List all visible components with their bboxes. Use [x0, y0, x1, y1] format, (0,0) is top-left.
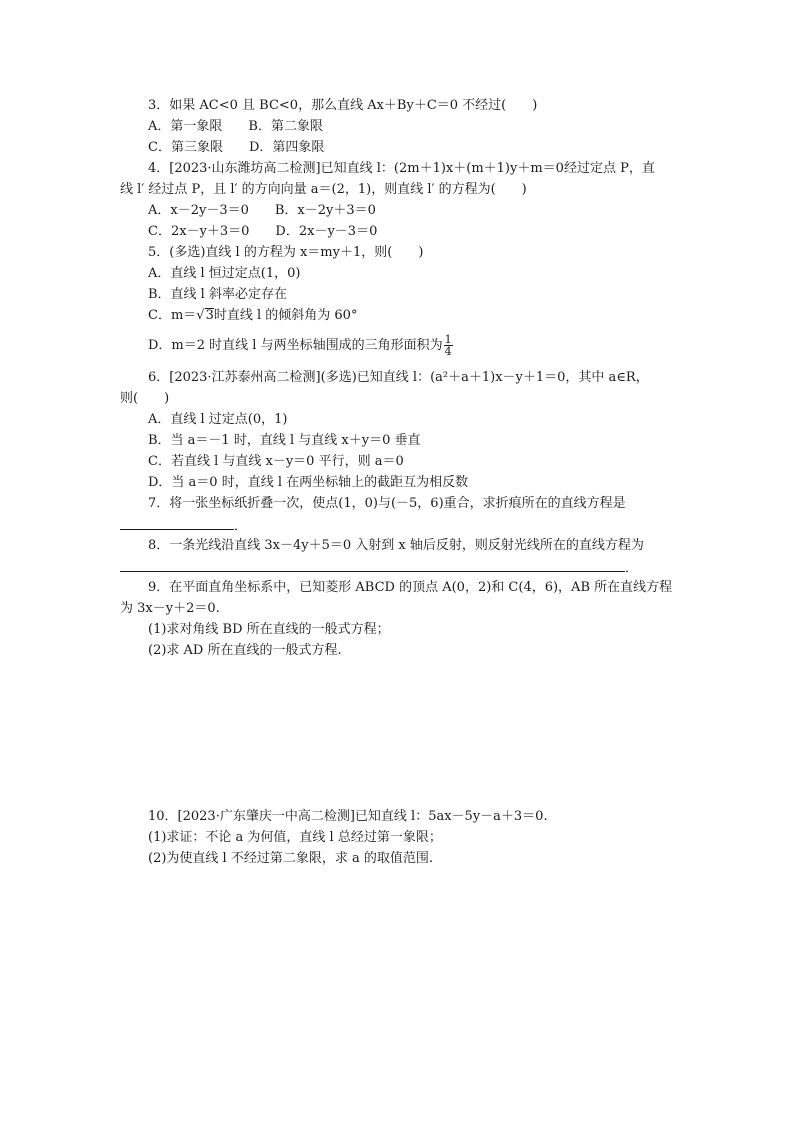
q8-answer-line: [120, 559, 638, 577]
answer-blank[interactable]: [120, 559, 625, 572]
q4-stem-line1: 4．[2023·山东潍坊高二检测]已知直线 l：(2m＋1)x＋(m＋1)y＋m＝0经过定点 P，直: [148, 161, 655, 176]
sqrt-radical: √: [196, 308, 205, 323]
q5-stem: 5．(多选)直线 l 的方程为 x＝my＋1，则( ): [148, 245, 424, 260]
q5-option-a: A．直线 l 恒过定点(1，0): [148, 266, 301, 281]
fraction-one-quarter: [444, 334, 453, 357]
q6-option-a: A．直线 l 过定点(0，1): [148, 412, 288, 427]
q6-stem-line1: 6．[2023·江苏泰州高二检测](多选)已知直线 l：(a²＋a＋1)x－y＋1＝0，其中 a∈R，: [148, 370, 649, 385]
q9-part-2: (2)求 AD 所在直线的一般式方程.: [148, 643, 342, 658]
q6-option-d: D．当 a＝0 时，直线 l 在两坐标轴上的截距互为相反数: [148, 475, 469, 490]
q10-stem: 10．[2023·广东肇庆一中高二检测]已知直线 l：5ax－5y－a＋3＝0.: [148, 809, 548, 824]
q8-period: ．: [625, 561, 639, 576]
q7-period: ．: [234, 519, 248, 534]
q5-option-d: [148, 333, 453, 359]
q8-stem: 8．一条光线沿直线 3x－4y＋5＝0 入射到 x 轴后反射，则反射光线所在的直线方程为: [148, 538, 644, 553]
q7-answer-line: [120, 517, 247, 535]
q4-stem-line2: 线 l′ 经过点 P，且 l′ 的方向向量 a＝(2，1)，则直线 l′ 的方程为( ): [120, 182, 527, 197]
q9-stem-line1: 9．在平面直角坐标系中，已知菱形 ABCD 的顶点 A(0，2)和 C(4，6)，AB 所在直线方程: [148, 580, 673, 595]
q6-option-b: B．当 a＝－1 时，直线 l 与直线 x＋y＝0 垂直: [148, 433, 421, 448]
answer-blank[interactable]: [120, 517, 234, 530]
q3-options-cd: C．第三象限 D．第四象限: [148, 140, 325, 155]
q5-option-c-prefix: C．m＝: [148, 308, 197, 323]
q10-part-2: (2)为使直线 l 不经过第二象限，求 a 的取值范围.: [148, 851, 433, 866]
q6-stem-line2: 则( ): [120, 391, 170, 406]
fraction-denominator: 4: [444, 345, 452, 358]
q7-stem: 7．将一张坐标纸折叠一次，使点(1，0)与(－5，6)重合，求折痕所在的直线方程是: [148, 496, 626, 511]
q5-option-c: [148, 308, 357, 324]
q5-option-b: B．直线 l 斜率必定存在: [148, 287, 287, 302]
q10-part-1: (1)求证：不论 a 为何值，直线 l 总经过第一象限；: [148, 830, 442, 845]
q5-option-c-suffix: 时直线 l 的倾斜角为 60°: [213, 308, 358, 323]
q6-option-c: C．若直线 l 与直线 x－y＝0 平行，则 a＝0: [148, 454, 404, 469]
q9-part-1: (1)求对角线 BD 所在直线的一般式方程；: [148, 622, 390, 637]
fraction-numerator: 1: [444, 333, 452, 346]
q3-options-ab: A．第一象限 B．第二象限: [148, 119, 323, 134]
sqrt-radicand: 3: [205, 308, 214, 323]
q4-options-cd: C．2x－y＋3＝0 D．2x－y－3＝0: [148, 224, 378, 239]
q9-stem-line2: 为 3x－y＋2＝0.: [120, 601, 220, 616]
q3-stem: 3．如果 AC<0 且 BC<0，那么直线 Ax＋By＋C＝0 不经过( ): [148, 98, 538, 113]
q5-option-d-text: D．m＝2 时直线 l 与两坐标轴围成的三角形面积为: [148, 338, 443, 353]
q4-options-ab: A．x－2y－3＝0 B．x－2y＋3＝0: [148, 203, 376, 218]
